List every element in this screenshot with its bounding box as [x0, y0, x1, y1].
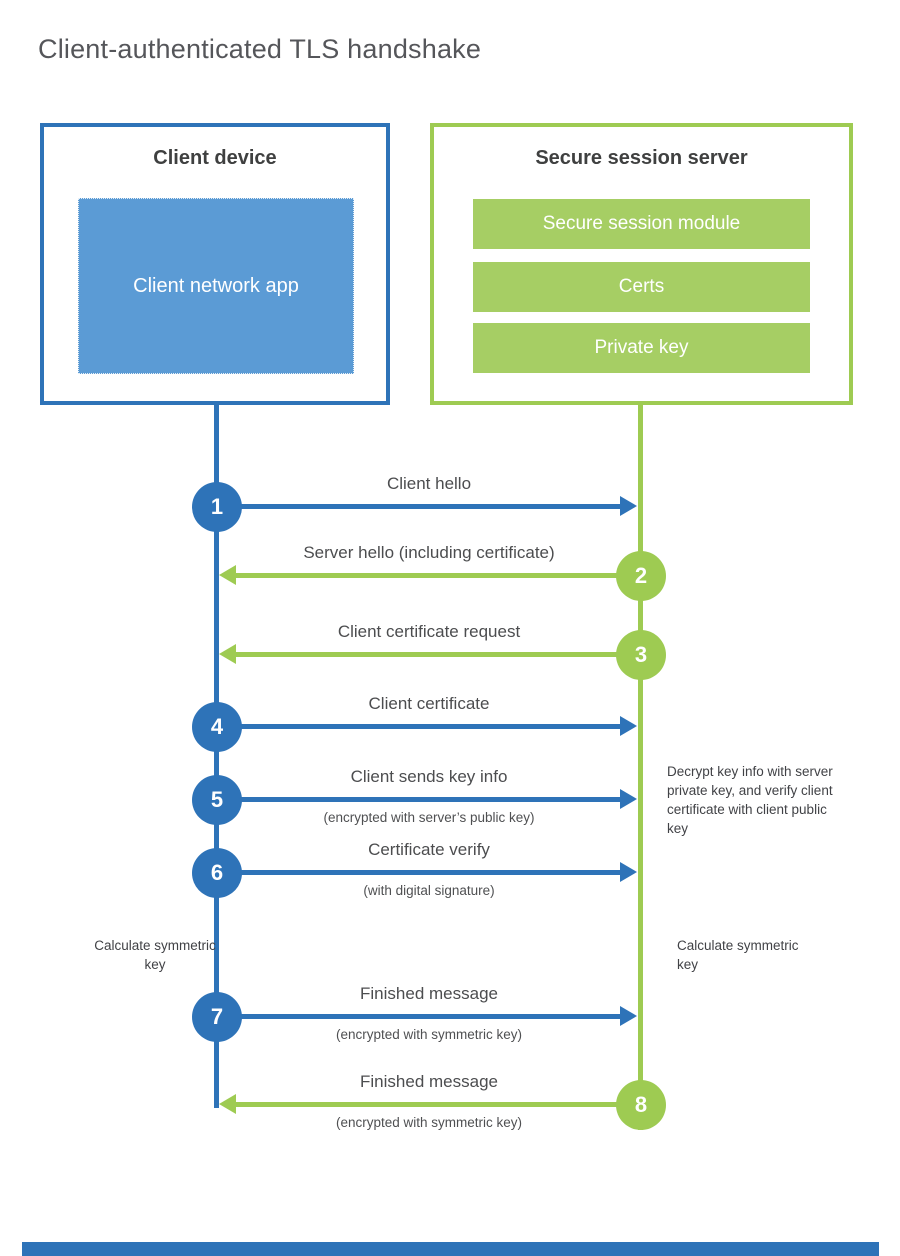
arrowhead-icon	[620, 1006, 637, 1026]
arrowhead-icon	[620, 789, 637, 809]
step-number-badge: 7	[192, 992, 242, 1042]
footer-accent-bar	[22, 1242, 879, 1256]
calculate-symmetric-key-note-client: Calculate symmetric key	[94, 938, 216, 972]
server-module-bar	[473, 199, 810, 249]
server-module-bar	[473, 262, 810, 312]
secure-session-server-title: Secure session server	[535, 147, 748, 169]
message-arrow-line	[236, 1102, 618, 1107]
message-label: Certificate verify	[368, 840, 490, 859]
step-number-badge: 5	[192, 775, 242, 825]
server-module-bar	[473, 323, 810, 373]
step-number-badge: 1	[192, 482, 242, 532]
message-arrow-line	[236, 573, 618, 578]
step-number-badge: 6	[192, 848, 242, 898]
page-title: Client-authenticated TLS handshake	[38, 34, 482, 64]
message-sublabel: (encrypted with server’s public key)	[323, 810, 535, 825]
step-number-badge: 2	[616, 551, 666, 601]
message-arrow-line	[240, 1014, 620, 1019]
arrowhead-icon	[620, 862, 637, 882]
message-label: Client sends key info	[350, 767, 508, 786]
message-label: Client hello	[386, 474, 472, 493]
message-label: Finished message	[360, 1072, 498, 1091]
message-label: Finished message	[360, 984, 498, 1003]
message-arrow-line	[240, 797, 620, 802]
client-network-app-label: Client network app	[133, 275, 299, 297]
message-arrow-line	[240, 870, 620, 875]
step-number-badge: 3	[616, 630, 666, 680]
message-label: Client certificate request	[337, 622, 521, 641]
message-label: Server hello (including certificate)	[303, 543, 555, 562]
message-sublabel: (encrypted with symmetric key)	[335, 1115, 523, 1130]
arrowhead-icon	[620, 716, 637, 736]
arrowhead-icon	[620, 496, 637, 516]
message-sublabel: (with digital signature)	[363, 883, 495, 898]
server-lifeline	[638, 405, 643, 1130]
message-arrow-line	[236, 652, 618, 657]
decrypt-note: Decrypt key info with server private key, and verify client certificate with client public key	[667, 764, 833, 836]
message-sublabel: (encrypted with symmetric key)	[335, 1027, 523, 1042]
server-module-label: Private key	[594, 337, 689, 358]
message-arrow-line	[240, 504, 620, 509]
client-network-app-box	[78, 198, 354, 374]
server-module-label: Certs	[618, 276, 665, 297]
arrowhead-icon	[219, 1094, 236, 1114]
step-number-badge: 8	[616, 1080, 666, 1130]
calculate-symmetric-key-note-server: Calculate symmetric key	[677, 938, 799, 972]
server-module-label: Secure session module	[542, 213, 741, 234]
client-device-title: Client device	[153, 147, 277, 169]
arrowhead-icon	[219, 644, 236, 664]
step-number-badge: 4	[192, 702, 242, 752]
message-arrow-line	[240, 724, 620, 729]
message-label: Client certificate	[368, 694, 490, 713]
arrowhead-icon	[219, 565, 236, 585]
